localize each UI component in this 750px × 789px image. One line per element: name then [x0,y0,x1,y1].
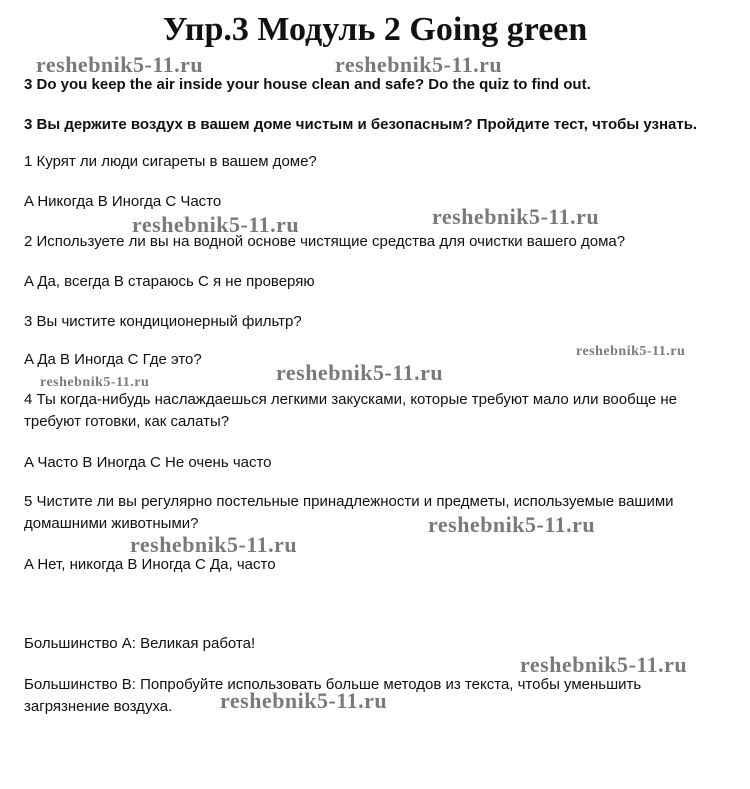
result-mostly-b: Большинство В: Попробуйте использовать больше методов из текста, чтобы уменьшить загрязнение воздуха. [24,676,642,715]
question-4: 4 Ты когда-нибудь наслаждаешься легкими закусками, которые требуют мало или вообще не требуют готовки, как салаты? [24,391,677,430]
page-title: Упр.3 Модуль 2 Going green [162,11,588,48]
answers-4: A Часто B Иногда C Не очень часто [24,454,272,471]
result-mostly-a: Большинство А: Великая работа! [24,635,256,652]
answers-3: A Да B Иногда C Где это? [24,351,202,368]
watermark: reshebnik5-11.ru [520,652,688,677]
question-3: 3 Вы чистите кондиционерный фильтр? [24,313,302,330]
watermark: reshebnik5-11.ru [432,204,600,229]
question-5: 5 Чистите ли вы регулярно постельные принадлежности и предметы, используемые вашими домашними животными? [24,493,674,532]
exercise-heading-en: 3 Do you keep the air inside your house clean and safe? Do the quiz to find out. [24,76,591,93]
watermark: reshebnik5-11.ru [576,344,686,359]
watermark: reshebnik5-11.ru [40,375,150,390]
question-1: 1 Курят ли люди сигареты в вашем доме? [24,153,317,170]
answers-1: A Никогда B Иногда C Часто [24,193,222,210]
question-2: 2 Используете ли вы на водной основе чистящие средства для очистки вашего дома? [24,233,626,250]
watermark: reshebnik5-11.ru [276,360,444,385]
watermark: reshebnik5-11.ru [130,532,298,557]
watermark: reshebnik5-11.ru [428,512,596,537]
watermark: reshebnik5-11.ru [36,52,204,77]
watermark: reshebnik5-11.ru [220,688,388,713]
exercise-heading-ru: 3 Вы держите воздух в вашем доме чистым и безопасным? Пройдите тест, чтобы узнать. [24,116,698,133]
answers-5: A Нет, никогда B Иногда C Да, часто [24,556,276,573]
watermark: reshebnik5-11.ru [132,212,300,237]
watermark: reshebnik5-11.ru [335,52,503,77]
answers-2: A Да, всегда B стараюсь C я не проверяю [24,273,315,290]
